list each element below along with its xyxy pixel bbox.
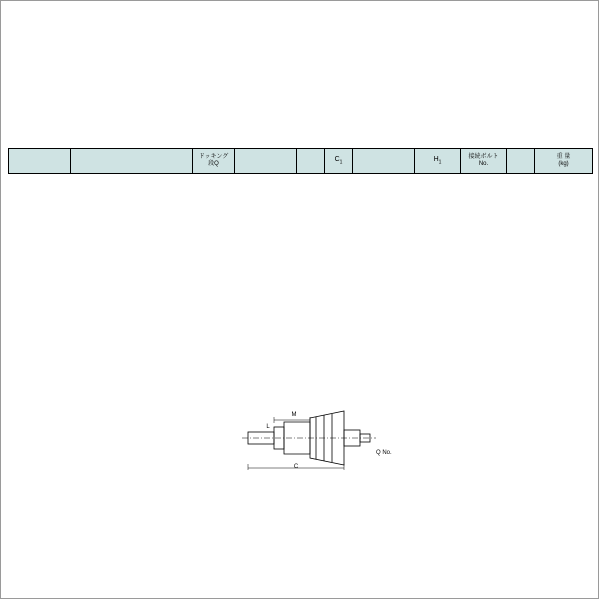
holder-diagram [240,408,430,468]
dimension-label-C: C [293,464,299,470]
col-C [297,149,325,174]
holder-drawing-svg [240,408,430,470]
col-L [235,149,297,174]
dimension-label-L: L [266,424,270,430]
col-H [353,149,415,174]
dimension-label-M: M [291,412,297,418]
specification-table [8,148,593,174]
col-C1: $C_1$ [325,149,353,174]
col-H1: $H_1$ [415,149,461,174]
col-bolt-no: 接続ボルト No. [461,149,507,174]
dimension-label-q-no: Q No. [376,450,392,456]
table-header-row [9,149,593,174]
col-code-no [71,149,193,174]
col-fig [507,149,535,174]
col-weight: 重 量 (kg) [535,149,593,174]
col-docking-q: ドッキング 段Q [193,149,235,174]
col-taper [9,149,71,174]
